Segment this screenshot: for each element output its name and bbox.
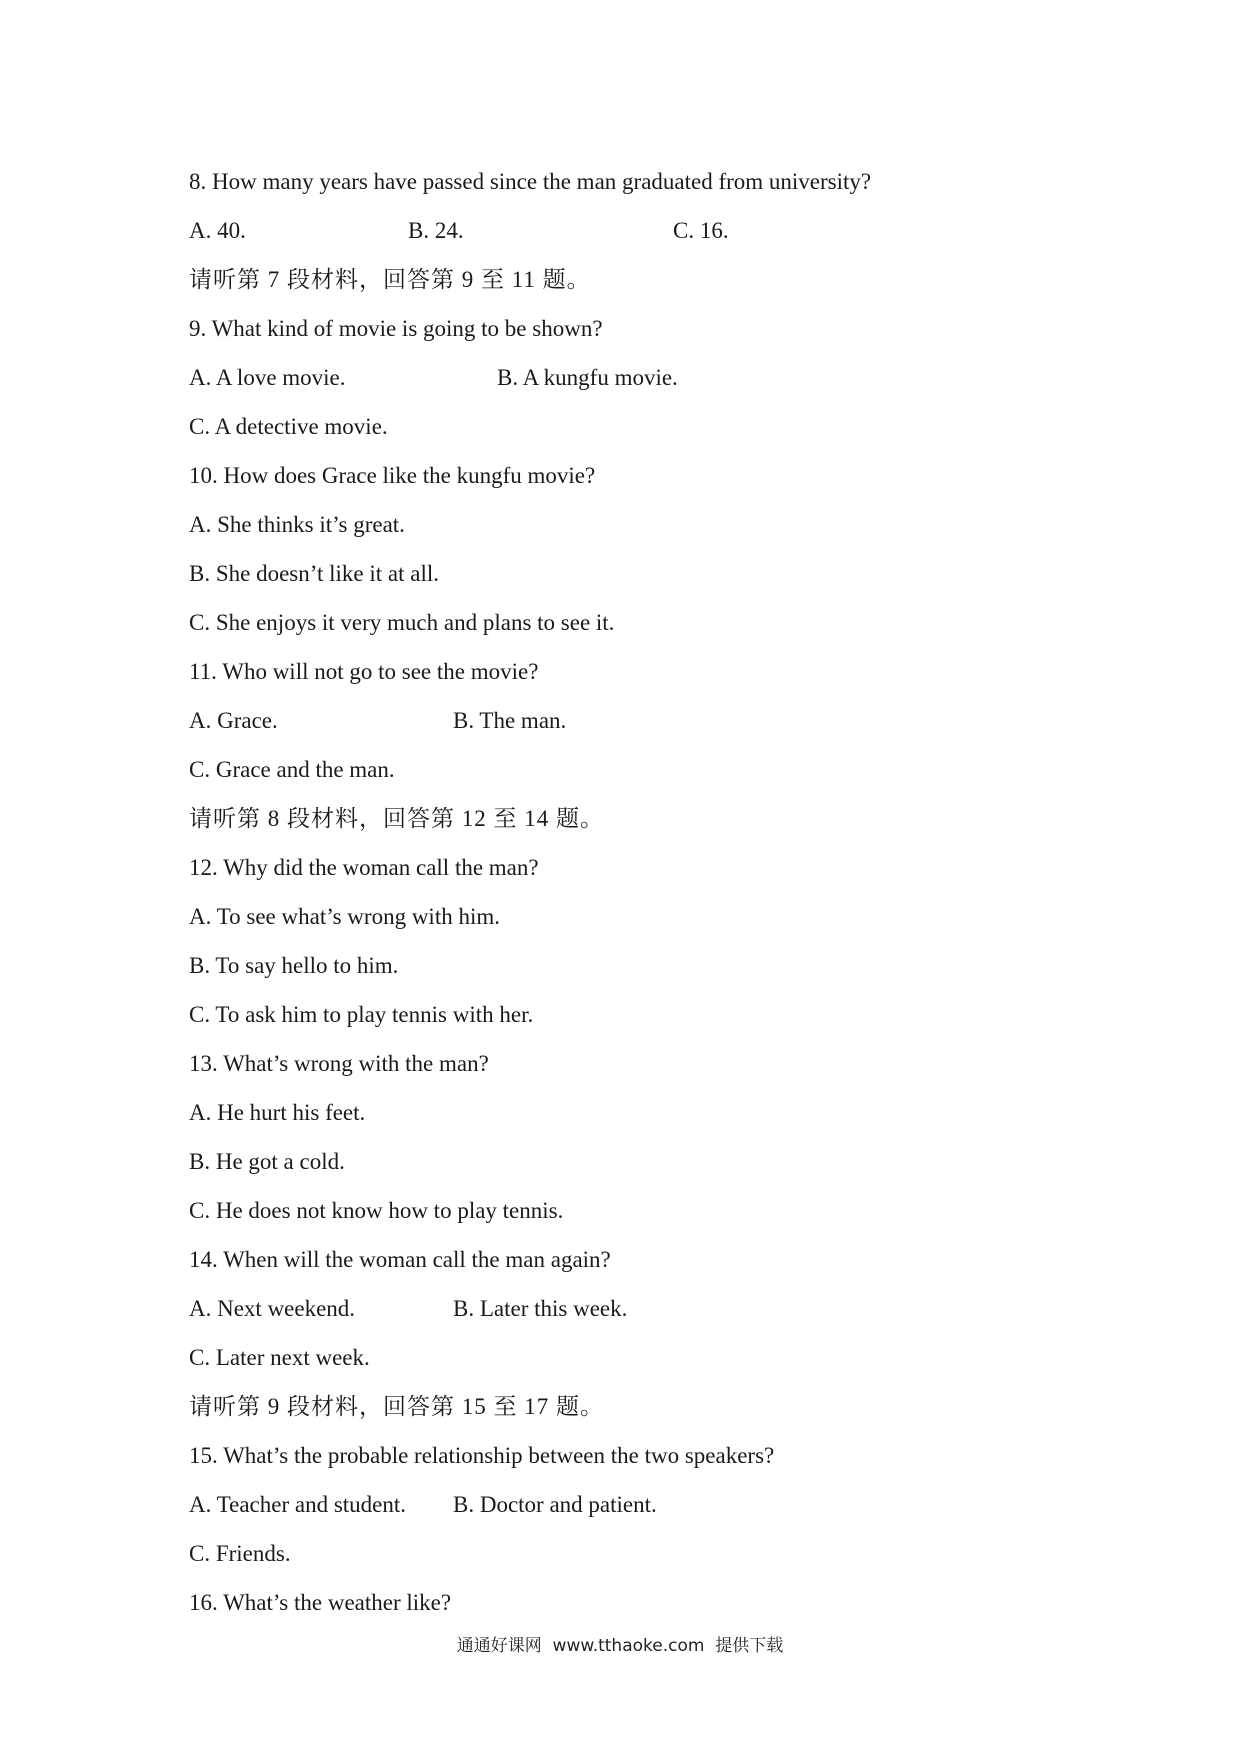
options-row xyxy=(189,1284,1089,1333)
option-b xyxy=(189,1137,1089,1186)
section-text: 请听第 8 段材料，回答第 12 至 14 题。 xyxy=(189,806,604,831)
option-b xyxy=(189,549,1089,598)
question-15 xyxy=(189,1431,1089,1480)
option-a xyxy=(189,1088,1089,1137)
option-a: A. Grace. xyxy=(189,708,278,733)
question-8 xyxy=(189,157,1089,206)
option-b: B. The man. xyxy=(453,708,567,733)
option-a: A. Teacher and student. xyxy=(189,1492,407,1517)
option-c xyxy=(189,1186,1089,1235)
section-text: 请听第 7 段材料，回答第 9 至 11 题。 xyxy=(189,267,591,292)
question-text: 16. What’s the weather like? xyxy=(189,1590,452,1615)
question-text: 14. When will the woman call the man again? xyxy=(189,1247,611,1272)
footer-text: 通通好课网 www.tthaoke.com 提供下载 xyxy=(456,1636,784,1656)
question-text: 12. Why did the woman call the man? xyxy=(189,855,539,880)
question-10 xyxy=(189,451,1089,500)
option-c: C. 16. xyxy=(673,218,729,243)
section-instruction xyxy=(189,1382,1089,1431)
question-text: 15. What’s the probable relationship between the two speakers? xyxy=(189,1443,775,1468)
options-row xyxy=(189,696,1089,745)
options-row xyxy=(189,353,1089,402)
option-c xyxy=(189,402,1089,451)
option-a: A. A love movie. xyxy=(189,365,346,390)
option-text: C. Later next week. xyxy=(189,1345,370,1370)
option-a xyxy=(189,892,1089,941)
option-b: B. 24. xyxy=(408,218,464,243)
question-text: 8. How many years have passed since the man graduated from university? xyxy=(189,169,872,194)
option-b xyxy=(189,941,1089,990)
question-16 xyxy=(189,1578,1089,1627)
option-text: B. She doesn’t like it at all. xyxy=(189,561,439,586)
question-text: 11. Who will not go to see the movie? xyxy=(189,659,539,684)
option-c xyxy=(189,1333,1089,1382)
option-text: A. He hurt his feet. xyxy=(189,1100,366,1125)
page-footer xyxy=(0,1631,1240,1656)
option-text: A. To see what’s wrong with him. xyxy=(189,904,500,929)
section-instruction xyxy=(189,255,1089,304)
option-text: B. He got a cold. xyxy=(189,1149,345,1174)
option-text: C. To ask him to play tennis with her. xyxy=(189,1002,534,1027)
option-text: C. Friends. xyxy=(189,1541,291,1566)
option-a: A. 40. xyxy=(189,218,246,243)
option-c xyxy=(189,598,1089,647)
question-11 xyxy=(189,647,1089,696)
option-text: B. To say hello to him. xyxy=(189,953,399,978)
options-row xyxy=(189,206,1089,255)
option-c xyxy=(189,990,1089,1039)
question-9 xyxy=(189,304,1089,353)
option-text: A. She thinks it’s great. xyxy=(189,512,405,537)
option-text: C. Grace and the man. xyxy=(189,757,395,782)
question-text: 10. How does Grace like the kungfu movie? xyxy=(189,463,596,488)
question-12 xyxy=(189,843,1089,892)
exam-content xyxy=(189,157,1089,1627)
section-text: 请听第 9 段材料，回答第 15 至 17 题。 xyxy=(189,1394,604,1419)
option-text: C. A detective movie. xyxy=(189,414,388,439)
option-text: C. He does not know how to play tennis. xyxy=(189,1198,564,1223)
question-text: 9. What kind of movie is going to be shown? xyxy=(189,316,603,341)
option-c xyxy=(189,745,1089,794)
question-13 xyxy=(189,1039,1089,1088)
section-instruction xyxy=(189,794,1089,843)
option-b: B. A kungfu movie. xyxy=(497,365,678,390)
option-text: C. She enjoys it very much and plans to see it. xyxy=(189,610,615,635)
option-c xyxy=(189,1529,1089,1578)
option-b: B. Doctor and patient. xyxy=(453,1492,657,1517)
options-row xyxy=(189,1480,1089,1529)
option-b: B. Later this week. xyxy=(453,1296,628,1321)
question-text: 13. What’s wrong with the man? xyxy=(189,1051,489,1076)
question-14 xyxy=(189,1235,1089,1284)
option-a xyxy=(189,500,1089,549)
option-a: A. Next weekend. xyxy=(189,1296,356,1321)
